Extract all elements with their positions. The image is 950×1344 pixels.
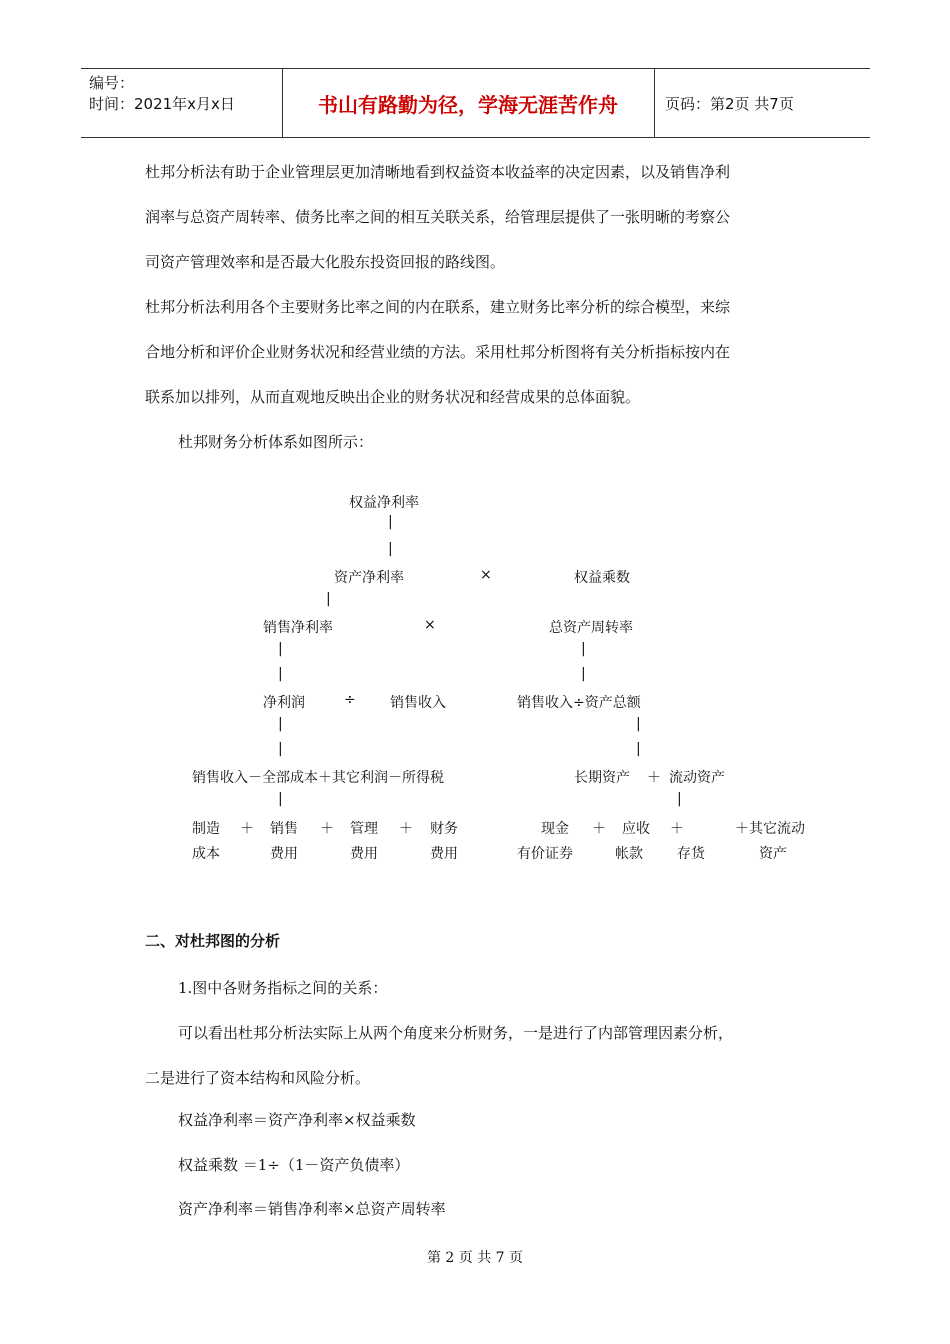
node-cost: 销售 — [270, 821, 298, 837]
connector-bar: | — [581, 641, 586, 657]
page-footer: 第 2 页 共 7 页 — [426, 1250, 524, 1266]
serial-label: 编号： — [89, 74, 135, 92]
paragraph-line: 可以看出杜邦分析法实际上从两个角度来分析财务，一是进行了内部管理因素分析， — [178, 1024, 734, 1042]
node-asset: ＋其它流动 — [735, 821, 805, 837]
operator-plus: ＋ — [670, 821, 684, 837]
header-divider — [654, 69, 655, 137]
paragraph-line: 杜邦财务分析体系如图所示： — [178, 433, 374, 451]
header-motto: 书山有路勤为径，学海无涯苦作舟 — [318, 93, 618, 117]
node-cost: 制造 — [192, 821, 220, 837]
node-cost: 财务 — [430, 821, 458, 837]
paragraph-line: 1.图中各财务指标之间的关系： — [178, 979, 388, 997]
connector-bar: | — [636, 716, 641, 732]
connector-bar: | — [581, 666, 586, 682]
operator-plus: ＋ — [592, 821, 606, 837]
paragraph-line: 联系加以排列，从而直观地反映出企业的财务状况和经营成果的总体面貌。 — [145, 388, 641, 406]
node-long-term-assets: 长期资产 — [574, 770, 630, 786]
section-heading: 二、对杜邦图的分析 — [145, 932, 281, 950]
paragraph-line: 杜邦分析法有助于企业管理层更加清晰地看到权益资本收益率的决定因素，以及销售净利 — [145, 163, 731, 181]
node-asset: 应收 — [622, 821, 650, 837]
node-cost: 费用 — [350, 846, 378, 862]
connector-bar: | — [278, 666, 283, 682]
connector-bar: | — [636, 741, 641, 757]
paragraph-line: 二是进行了资本结构和风险分析。 — [145, 1069, 371, 1087]
connector-bar: | — [388, 541, 393, 557]
node-asset: 有价证券 — [517, 846, 573, 862]
paragraph-line: 润率与总资产周转率、债务比率之间的相互关联关系，给管理层提供了一张明晰的考察公 — [145, 208, 731, 226]
paragraph-line: 杜邦分析法利用各个主要财务比率之间的内在联系，建立财务比率分析的综合模型，来综 — [145, 298, 731, 316]
connector-bar: | — [278, 741, 283, 757]
operator-plus: ＋ — [240, 821, 254, 837]
node-sales-revenue: 销售收入 — [390, 695, 446, 711]
node-profit-formula: 销售收入－全部成本＋其它利润－所得税 — [192, 770, 444, 786]
connector-bar: | — [326, 591, 331, 607]
paragraph-line: 合地分析和评价企业财务状况和经营业绩的方法。采用杜邦分析图将有关分析指标按内在 — [145, 343, 731, 361]
connector-bar: | — [388, 514, 393, 530]
formula-line: 权益净利率＝资产净利率×权益乘数 — [178, 1111, 416, 1129]
node-equity-multiplier: 权益乘数 — [574, 570, 630, 586]
node-cost: 管理 — [350, 821, 378, 837]
connector-bar: | — [278, 641, 283, 657]
node-asset: 资产 — [759, 846, 787, 862]
node-turnover-formula: 销售收入÷资产总额 — [517, 695, 641, 711]
formula-line: 权益乘数 ＝1÷（1－资产负债率） — [178, 1156, 410, 1174]
header-meta — [89, 73, 235, 115]
node-asset-turnover: 总资产周转率 — [549, 620, 633, 636]
formula-line: 资产净利率＝销售净利率×总资产周转率 — [178, 1200, 446, 1218]
node-current-assets: 流动资产 — [669, 770, 725, 786]
paragraph-line: 司资产管理效率和是否最大化股东投资回报的路线图。 — [145, 253, 506, 271]
node-roe: 权益净利率 — [349, 495, 419, 511]
node-net-margin: 销售净利率 — [263, 620, 333, 636]
page-header — [81, 68, 870, 138]
node-cost: 费用 — [430, 846, 458, 862]
header-page-info: 页码：第2页 共7页 — [665, 95, 794, 113]
node-roa: 资产净利率 — [334, 570, 404, 586]
operator-plus: ＋ — [320, 821, 334, 837]
operator-plus: ＋ — [647, 770, 661, 786]
date-line: 时间：2021年x月x日 — [89, 95, 235, 113]
operator-plus: ＋ — [399, 821, 413, 837]
node-cost: 成本 — [192, 846, 220, 862]
node-cost: 费用 — [270, 846, 298, 862]
connector-bar: | — [278, 791, 283, 807]
operator-divide: ÷ — [344, 692, 356, 708]
operator-times: × — [424, 617, 436, 633]
node-asset: 帐款 — [615, 846, 643, 862]
operator-times: × — [480, 567, 492, 583]
connector-bar: | — [278, 716, 283, 732]
node-asset: 现金 — [541, 821, 569, 837]
connector-bar: | — [677, 791, 682, 807]
node-net-profit: 净利润 — [263, 695, 305, 711]
node-asset: 存货 — [677, 846, 705, 862]
